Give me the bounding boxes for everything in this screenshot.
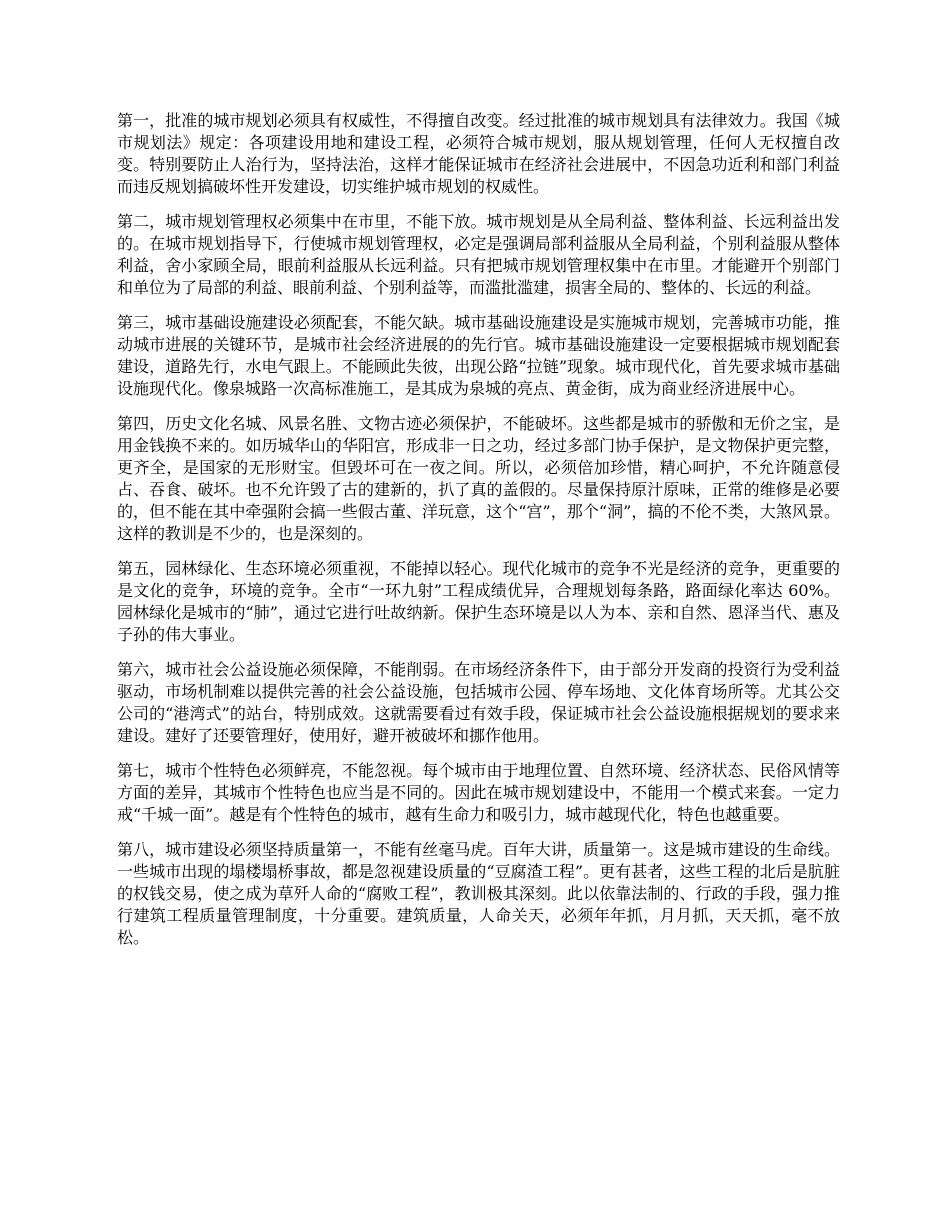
paragraph-2: 第二，城市规划管理权必须集中在市里，不能下放。城市规划是从全局利益、整体利益、长远利益出发的。在城市规划指导下，行使城市规划管理权，必定是强调局部利益服从全局利益，个别利益服从整体利益，舍小家顾全局，眼前利益服从长远利益。只有把城市规划管理权集中在市里。才能避开个别部门和单位为了局部的利益、眼前利益、个别利益等，而滥批滥建，损害全局的、整体的、长远的利益。 <box>117 212 840 297</box>
document-body <box>117 110 840 962</box>
paragraph-1: 第一，批准的城市规划必须具有权威性，不得擅自改变。经过批准的城市规划具有法律效力。我国《城市规划法》规定：各项建设用地和建设工程，必须符合城市规划，服从规划管理，任何人无权擅自改变。特别要防止人治行为，坚持法治，这样才能保证城市在经济社会进展中，不因急功近利和部门利益而违反规划搞破坏性开发建设，切实维护城市规划的权威性。 <box>117 111 840 196</box>
paragraph-5: 第五，园林绿化、生态环境必须重视，不能掉以轻心。现代化城市的竞争不光是经济的竞争，更重要的是文化的竞争，环境的竞争。全市“一环九射”工程成绩优异，合理规划每条路，路面绿化率达 60%。园林绿化是城市的“肺”，通过它进行吐故纳新。保护生态环境是以人为本、亲和自然、恩泽当代、惠及子孙的伟大事业。 <box>117 559 840 644</box>
paragraph-8: 第八，城市建设必须坚持质量第一，不能有丝毫马虎。百年大讲，质量第一。这是城市建设的生命线。一些城市出现的塌楼塌桥事故，都是忽视建设质量的“豆腐渣工程”。更有甚者，这些工程的北后是肮脏的权钱交易，使之成为草歼人命的“腐败工程”，教训极其深刻。此以依靠法制的、行政的手段，强力推行建筑工程质量管理制度，十分重要。建筑质量，人命关天，必须年年抓，月月抓，天天抓，毫不放松。 <box>117 840 840 947</box>
paragraph-3: 第三，城市基础设施建设必须配套，不能欠缺。城市基础设施建设是实施城市规划，完善城市功能，推动城市进展的关键环节，是城市社会经济进展的的先行官。城市基础设施建设一定要根据城市规划配套建设，道路先行，水电气跟上。不能顾此失彼，出现公路“拉链”现象。城市现代化，首先要求城市基础设施现代化。像泉城路一次高标准施工，是其成为泉城的亮点、黄金街，成为商业经济进展中心。 <box>117 313 840 398</box>
paragraph-6: 第六，城市社会公益设施必须保障，不能削弱。在市场经济条件下，由于部分开发商的投资行为受利益驱动，市场机制难以提供完善的社会公益设施，包括城市公园、停车场地、文化体育场所等。尤其公交公司的“港湾式”的站台，特别成效。这就需要看过有效手段，保证城市社会公益设施根据规划的要求来建设。建好了还要管理好，使用好，避开被破坏和挪作他用。 <box>117 660 840 745</box>
paragraph-4: 第四，历史文化名城、风景名胜、文物古迹必须保护，不能破坏。这些都是城市的骄傲和无价之宝，是用金钱换不来的。如历城华山的华阳宫，形成非一日之功，经过多部门协手保护，是文物保护更完整，更齐全，是国家的无形财宝。但毁坏可在一夜之间。所以，必须倍加珍惜，精心呵护，不允许随意侵占、吞食、破坏。也不允许毁了古的建新的，扒了真的盖假的。尽量保持原汁原味，正常的维修是必要的，但不能在其中牵强附会搞一些假古董、洋玩意，这个“宫”，那个“洞”，搞的不伦不类，大煞风景。这样的教训是不少的，也是深刻的。 <box>117 414 840 543</box>
paragraph-7: 第七，城市个性特色必须鲜亮，不能忽视。每个城市由于地理位置、自然环境、经济状态、民俗风情等方面的差异，其城市个性特色也应当是不同的。因此在城市规划建设中，不能用一个模式来套。一定力戒“千城一面”。越是有个性特色的城市，越有生命力和吸引力，城市越现代化，特色也越重要。 <box>117 761 840 824</box>
